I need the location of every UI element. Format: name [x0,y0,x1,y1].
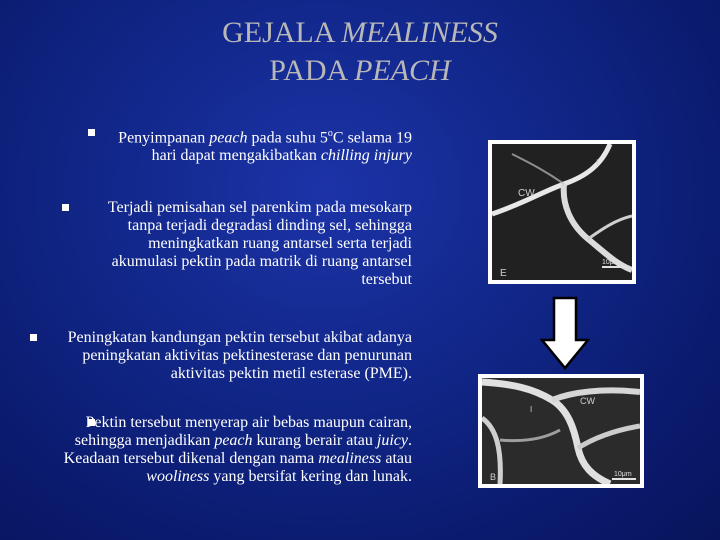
down-arrow-icon [540,296,590,370]
bullet-segment: pada suhu 5 [247,129,328,147]
bullet-segment: juicy [376,432,408,449]
bullet-segment: C selama 19 hari dapat mengakibatkan [151,129,412,165]
micrograph-top-label-cw: CW [518,188,535,199]
micrograph-top-label-e: E [500,268,507,279]
micrograph-top [488,140,636,284]
title-line-2-plain: PADA [269,54,355,87]
scale-bar [612,478,636,480]
bullet-text-separation [80,199,412,289]
bullet-segment: . Keadaan tersebut dikenal dengan nama [63,432,412,467]
bullet-segment: yang bersifat kering dan lunak. [209,468,412,485]
title-line-1-italic: MEALINESS [341,16,498,49]
slide-title [0,14,720,90]
micrograph-top-label-i: I [596,158,599,168]
bullet-segment: peach [209,129,248,147]
scale-bar [602,266,628,268]
bullet-segment: Penyimpanan [118,129,210,147]
bullet-segment: Peningkatan kandungan pektin tersebut akibat adanya peningkatan aktivitas pektinesterase dan penurunan aktivitas pektin metil esterase (PME). [67,329,412,382]
micrograph-bottom-label-b: B [490,472,497,482]
bullet-segment: wooliness [146,468,210,485]
micrograph-bottom-image [482,378,640,484]
bullet-marker [30,334,37,341]
bullet-segment: mealiness [318,450,382,467]
micrograph-top-image [492,144,632,280]
micrograph-top-scale: 10μm [602,259,620,266]
bullet-segment: atau [381,450,412,467]
title-line-1 [0,14,720,52]
bullet-text-pectin-increase [62,329,412,383]
bullet-marker [62,204,69,211]
title-line-2-italic: PEACH [354,54,451,87]
bullet-segment: chilling injury [320,147,412,165]
title-line-2 [0,52,720,90]
bullet-segment: Pektin tersebut menyerap air bebas maupun cairan, sehingga menjadikan [74,414,412,449]
bullet-text-mealiness [60,414,412,486]
bullet-segment: o [327,128,333,139]
title-line-1-plain: GEJALA [222,16,342,49]
micrograph-bottom-scale: 10μm [614,471,632,478]
micrograph-bottom-label-i: I [530,405,533,414]
bullet-segment: Terjadi pemisahan sel parenkim pada mesokarp tanpa terjadi degradasi dinding sel, sehingga meningkatkan ruang antarsel serta terjadi akumulasi pektin pada matrik di ruang antarsel tersebut [107,199,412,288]
bullet-segment: peach [214,432,253,449]
bullet-text-chilling [94,125,412,165]
micrograph-bottom [478,374,644,488]
micrograph-bottom-label-cw: CW [580,396,595,406]
bullet-segment: kurang berair atau [252,432,377,449]
